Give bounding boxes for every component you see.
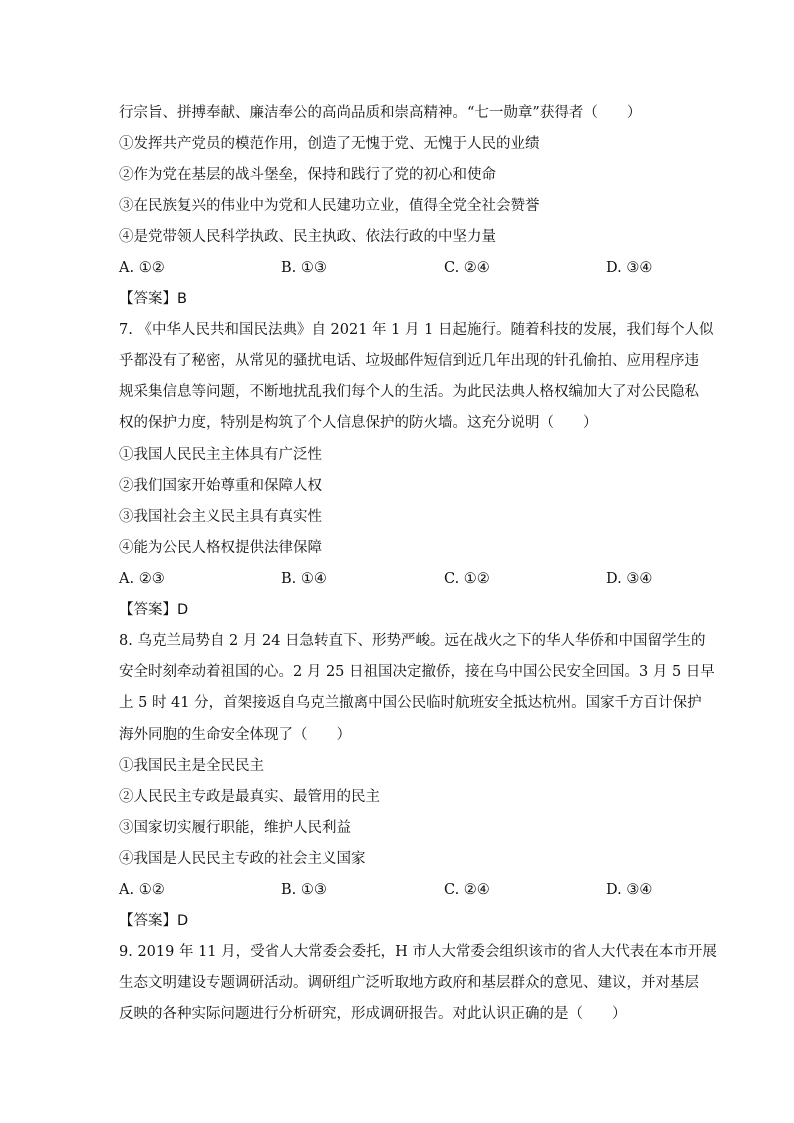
q7-option-d: D. ③④ xyxy=(606,571,653,587)
q7-statement-3: ③我国社会主义民主具有真实性 xyxy=(119,509,322,525)
q7-stem-line-4: 权的保护力度，特别是构筑了个人信息保护的防火墙。这充分说明（ ） xyxy=(119,415,598,431)
q6-statement-4: ④是党带领人民科学执政、民主执政、依法行政的中坚力量 xyxy=(119,229,496,245)
q6-stem-tail: 行宗旨、拼搏奉献、廉洁奉公的高尚品质和崇高精神。“七一勋章”获得者（ ） xyxy=(119,105,642,121)
q7-option-a: A. ②③ xyxy=(119,571,165,587)
q8-stem-line-1: 8. 乌克兰局势自 2 月 24 日急转直下、形势严峻。远在战火之下的华人华侨和中国留学生的 xyxy=(119,633,706,649)
q7-statement-2: ②我们国家开始尊重和保障人权 xyxy=(119,478,322,494)
q8-stem-line-4: 海外同胞的生命安全体现了（ ） xyxy=(119,727,351,743)
q6-answer: 【答案】B xyxy=(119,291,187,307)
q8-statement-1: ①我国民主是全民民主 xyxy=(119,758,264,774)
q9-stem-line-2: 生态文明建设专题调研活动。调研组广泛听取地方政府和基层群众的意见、建议，并对基层 xyxy=(119,975,699,991)
q8-option-a: A. ①② xyxy=(119,882,165,898)
q7-statement-4: ④能为公民人格权提供法律保障 xyxy=(119,540,322,556)
q7-stem-line-3: 规采集信息等问题，不断地扰乱我们每个人的生活。为此民法典人格权编加大了对公民隐私 xyxy=(119,384,699,400)
q7-stem-line-1: 7. 《中华人民共和国民法典》自 2021 年 1 月 1 日起施行。随着科技的发展，我们每个人似 xyxy=(119,322,714,338)
q8-option-c: C. ②④ xyxy=(444,882,490,898)
q8-stem-line-2: 安全时刻牵动着祖国的心。2 月 25 日祖国决定撤侨，接在乌中国公民安全回国。3 月 5 日早 xyxy=(119,664,715,680)
q9-stem-line-1: 9. 2019 年 11 月，受省人大常委会委托，H 市人大常委会组织该市的省人大代表在本市开展 xyxy=(119,944,717,960)
q8-option-b: B. ①③ xyxy=(281,882,327,898)
q6-statement-3: ③在民族复兴的伟业中为党和人民建功立业，值得全党全社会赞誉 xyxy=(119,198,540,214)
q7-stem-line-2: 乎都没有了秘密，从常见的骚扰电话、垃圾邮件短信到近几年出现的针孔偷拍、应用程序违 xyxy=(119,353,699,369)
q8-answer: 【答案】D xyxy=(119,913,189,929)
q8-option-d: D. ③④ xyxy=(606,882,653,898)
q7-answer: 【答案】D xyxy=(119,602,189,618)
q8-statement-2: ②人民民主专政是最真实、最管用的民主 xyxy=(119,789,380,805)
q9-stem-line-3: 反映的各种实际问题进行分析研究，形成调研报告。对此认识正确的是（ ） xyxy=(119,1006,627,1022)
q6-statement-1: ①发挥共产党员的模范作用，创造了无愧于党、无愧于人民的业绩 xyxy=(119,136,540,152)
q7-option-c: C. ①② xyxy=(444,571,490,587)
q6-statement-2: ②作为党在基层的战斗堡垒，保持和践行了党的初心和使命 xyxy=(119,167,496,183)
q6-option-a: A. ①② xyxy=(119,260,165,276)
q8-statement-3: ③国家切实履行职能，维护人民利益 xyxy=(119,820,351,836)
q8-stem-line-3: 上 5 时 41 分，首架接返自乌克兰撤离中国公民临时航班安全抵达杭州。国家千方百计保护 xyxy=(119,695,702,711)
q8-statement-4: ④我国是人民民主专政的社会主义国家 xyxy=(119,851,366,867)
q7-option-b: B. ①④ xyxy=(281,571,327,587)
q6-option-b: B. ①③ xyxy=(281,260,327,276)
q6-option-c: C. ②④ xyxy=(444,260,490,276)
q7-statement-1: ①我国人民民主主体具有广泛性 xyxy=(119,447,322,463)
q6-option-d: D. ③④ xyxy=(606,260,653,276)
